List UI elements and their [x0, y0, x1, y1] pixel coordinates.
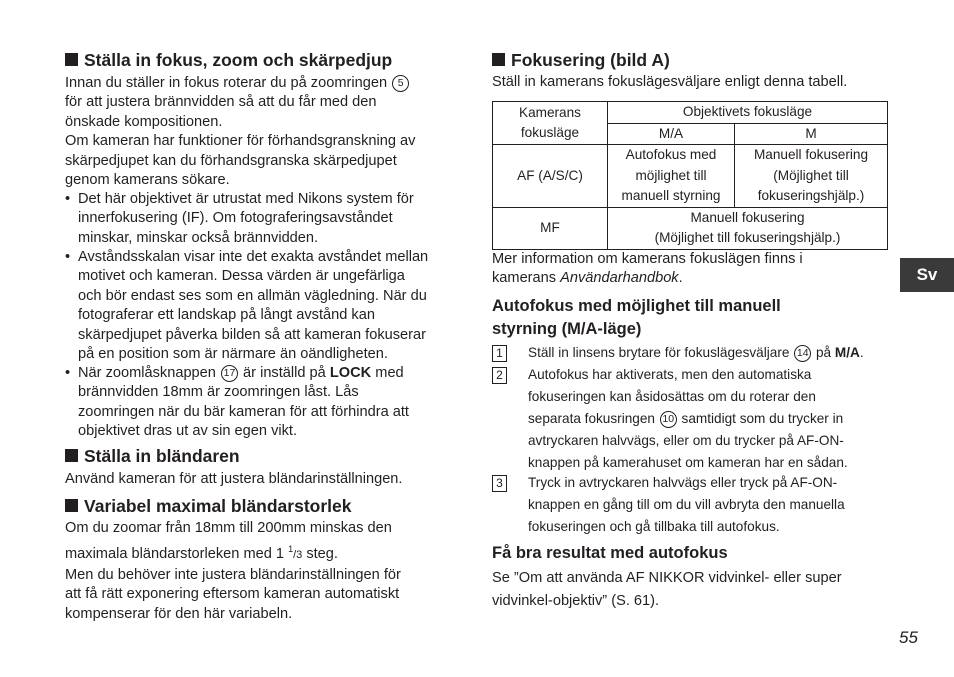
- aperture-text: Använd kameran för att justera bländarinställningen.: [65, 471, 403, 487]
- square-bullet-icon: [65, 53, 78, 66]
- square-bullet-icon: [65, 449, 78, 462]
- af-tips-text: Se ”Om att använda AF NIKKOR vidvinkel- eller super vidvinkel-objektiv” (S. 61).: [492, 570, 842, 609]
- table-cell-af-ma: Autofokus med möjlighet till manuell styrning: [608, 145, 735, 208]
- zoom-ring-ref-icon: 5: [392, 75, 409, 92]
- table-col-m: M: [735, 123, 888, 145]
- square-bullet-icon: [492, 53, 505, 66]
- step-number: 3: [492, 475, 507, 492]
- page-number: 55: [899, 628, 918, 647]
- section-heading-variable-aperture: Variabel maximal bländarstorlek: [65, 496, 352, 516]
- square-bullet-icon: [65, 499, 78, 512]
- table-header-lens: Objektivets fokusläge: [608, 102, 888, 124]
- table-cell-mf: Manuell fokusering (Möjlighet till fokuseringshjälp.): [608, 207, 888, 249]
- af-intro: Ställ in kamerans fokuslägesväljare enligt denna tabell.: [492, 74, 848, 90]
- subheading-af-tips: Få bra resultat med autofokus: [492, 544, 728, 562]
- step-2: 2 Autofokus har aktiverats, men den automatiska fokuseringen kan åsidosättas om du roterar den separata fokusringen 10 samtidigt som du trycker in avtryckaren halvvägs, eller om du trycker på AF-ON- knappen på kamerahuset om kameran har en sådan.: [492, 364, 848, 474]
- zoom-lock-ref-icon: 17: [221, 365, 238, 382]
- table-row-af-label: AF (A/S/C): [493, 145, 608, 208]
- step-1: 1 Ställ in linsens brytare för fokuslägesväljare 14 på M/A.: [492, 342, 864, 364]
- variable-aperture-text: Om du zoomar från 18mm till 200mm minskas den maximala bländarstorleken med 1 $^1$/3 steg. Men du behöver inte justera bländarinställningen för att få rätt exponering eftersom kameran automatiskt kompenserar för den här variabeln.: [65, 520, 401, 622]
- section-heading-focus: Ställa in fokus, zoom och skärpedjup: [65, 50, 392, 70]
- language-tab: Sv: [900, 258, 954, 292]
- focus-ring-ref-icon: 10: [660, 411, 677, 428]
- more-info-text: Mer information om kamerans fokuslägen finns i kamerans Användarhandbok.: [492, 251, 803, 287]
- focus-intro-paragraph: Innan du ställer in fokus roterar du på zoomringen 5 för att justera brännvidden så att du får med den önskade kompositionen. Om kameran har funktioner för förhandsgranskning av skärpedjupet kan du förhandsgranska skärpedjupet genom kamerans sökare.: [65, 75, 416, 189]
- table-col-ma: M/A: [608, 123, 735, 145]
- table-header-camera: Kamerans fokusläge: [493, 102, 608, 145]
- section-heading-af: Fokusering (bild A): [492, 50, 670, 70]
- focus-mode-table: [492, 101, 888, 250]
- step-number: 2: [492, 367, 507, 384]
- step-3: 3 Tryck in avtryckaren halvvägs eller tryck på AF-ON- knappen en gång till om du vill avbryta den manuella fokuseringen och gå tillbaka till autofokus.: [492, 472, 845, 538]
- subheading-ma-mode: Autofokus med möjlighet till manuell styrning (M/A-läge): [492, 297, 781, 338]
- table-cell-af-m: Manuell fokusering (Möjlighet till fokuseringshjälp.): [735, 145, 888, 208]
- step-number: 1: [492, 345, 507, 362]
- bullet-item-zoom-lock: • När zoomlåsknappen 17 är inställd på LOCK med brännvidden 18mm är zoomringen låst. Lås zoomringen när du bär kameran för att förhindra att objektivet dras ut av sin egen vikt.: [65, 365, 409, 440]
- bullet-item-if: • Det här objektivet är utrustat med Nikons system för innerfokusering (IF). Om fotograferingsavståndet minskar, minskar också brännvidden.: [65, 191, 414, 246]
- bullet-item-distance-scale: • Avståndsskalan visar inte det exakta avståndet mellan motivet och kameran. Dessa värden är ungefärliga och bör endast ses som en allmän vägledning. När du fotograferar ett landskap på långt avstånd kan skärpedjupet påverka bilden så att kameran fokuserar på en position som är närmare än oändligheten.: [65, 249, 429, 363]
- table-row-mf-label: MF: [493, 207, 608, 249]
- section-heading-aperture: Ställa in bländaren: [65, 446, 240, 466]
- focus-mode-switch-ref-icon: 14: [794, 345, 811, 362]
